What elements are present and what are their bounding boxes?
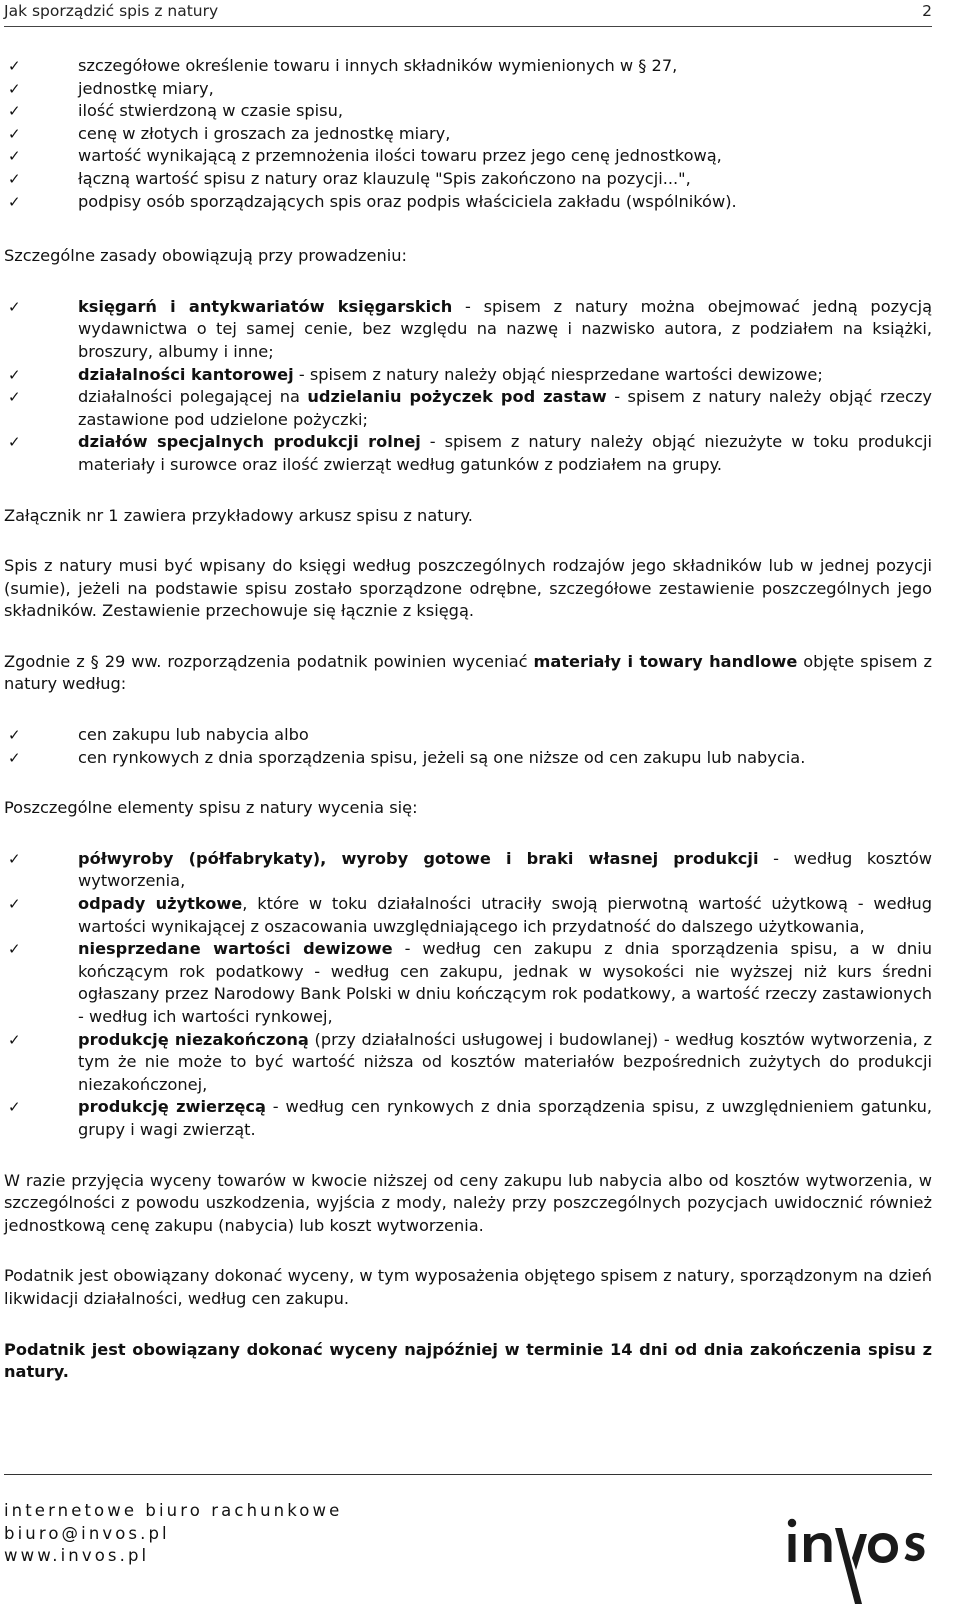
footer-contact [4,1500,342,1568]
text-run: cen rynkowych z dnia sporządzenia spisu, jeżeli są one niższe od cen zakupu lub nabycia. [78,747,806,767]
document-body [4,55,932,1384]
check-icon: ✓ [8,726,21,745]
list-item [4,78,932,101]
text-run: - spisem z natury można obejmować jedną pozycją wydawnictwa o tej samej cenie, bez względu na nazwę i nazwisko autora, z podziałem na książki, broszury, albumy i inne; [78,296,932,361]
list-item [4,747,932,770]
bold-text: księgarń i antykwariatów księgarskich [78,296,453,316]
deadline-paragraph [4,1339,932,1384]
attachment-note: Załącznik nr 1 zawiera przykładowy arkusz spisu z natury. [4,505,473,525]
list-item [4,296,932,364]
footer-divider [4,1474,932,1475]
valuation-price-list [4,724,932,769]
invos-logo [782,1508,932,1608]
footer-email-link[interactable]: biuro@invos.pl [4,1523,170,1543]
elements-valuation-list [4,848,932,1142]
header-divider [4,26,932,27]
check-icon: ✓ [8,1030,21,1049]
check-icon: ✓ [8,388,21,407]
list-item [4,123,932,146]
invos-logo-mark [782,1508,932,1608]
bold-text: działów specjalnych produkcji rolnej [78,432,421,452]
list-item [4,364,932,387]
list-item [4,145,932,168]
liquidation-paragraph: Podatnik jest obowiązany dokonać wyceny, w tym wyposażenia objętego spisem z natury, sporządzonym na dzień likwidacji działalności, według cen zakupu. [4,1266,932,1308]
check-icon: ✓ [8,192,21,211]
check-icon: ✓ [8,297,21,316]
check-icon: ✓ [8,124,21,143]
deadline-text: Podatnik jest obowiązany dokonać wyceny najpóźniej w terminie 14 dni od dnia zakończenia spisu z natury. [4,1339,932,1382]
check-icon: ✓ [8,102,21,121]
list-item [4,1096,932,1141]
check-icon: ✓ [8,895,21,914]
check-icon: ✓ [8,748,21,767]
text-run: objęte spisem z natury według: [4,651,932,694]
text-run: ilość stwierdzoną w czasie spisu, [78,101,344,121]
special-rules-list [4,296,932,477]
elements-intro: Poszczególne elementy spisu z natury wycenia się: [4,798,418,818]
text-run: - według cen zakupu z dnia sporządzenia spisu, a w dniu kończącym rok podatkowy - według cen zakupu, jednak w wysokości nie wyższej niż kurs średni ogłaszany przez Narodowy Bank Polski w dniu kończącym rok podatkowy, a wartość rzeczy zastawionych - według ich wartości rynkowej, [78,939,932,1026]
document-title: Jak sporządzić spis z natury [4,2,219,20]
list-item [4,938,932,1028]
text-run: podpisy osób sporządzających spis oraz podpis właściciela zakładu (wspólników). [78,191,737,211]
bold-text: niesprzedane wartości dewizowe [78,939,393,959]
check-icon: ✓ [8,940,21,959]
list-item [4,168,932,191]
text-run: wartość wynikającą z przemnożenia ilości towaru przez jego cenę jednostkową, [78,146,722,166]
check-icon: ✓ [8,79,21,98]
text-run: - spisem z natury należy objąć niezużyte w toku produkcji materiały i surowce oraz ilość zwierząt według gatunków z podziałem na grupy. [78,432,933,474]
ledger-entry-paragraph: Spis z natury musi być wpisany do księgi według poszczególnych rodzajów jego składników lub w jednej pozycji (sumie), jeżeli na podstawie spisu zostało sporządzone odrębne, szczegółowe zestawienie poszczególnych jego składników. Zestawienie przechowuje się łącznie z księgą. [4,556,932,621]
bold-text: materiały i towary handlowe [533,651,798,671]
check-icon: ✓ [8,147,21,166]
text-run: Zgodnie z § 29 ww. rozporządzenia podatnik powinien wyceniać [4,651,534,671]
check-icon: ✓ [8,433,21,452]
list-item [4,100,932,123]
valuation-rule-paragraph [4,651,932,696]
list-item [4,55,932,78]
text-run: - według kosztów wytworzenia, [78,848,932,891]
list-item [4,431,932,476]
check-icon: ✓ [8,1098,21,1117]
text-run: (przy działalności usługowej i budowlanej) - według kosztów wytworzenia, z tym że nie może to być wartość niższa od kosztów materiałów bezpośrednich zużytych do produkcji niezakończonej, [78,1029,932,1094]
text-run: cenę w złotych i groszach za jednostkę miary, [78,123,451,143]
check-icon: ✓ [8,365,21,384]
bold-text: produkcję niezakończoną [78,1029,309,1049]
lower-valuation-paragraph: W razie przyjęcia wyceny towarów w kwocie niższej od ceny zakupu lub nabycia albo od kosztów wytworzenia, w szczególności z powodu uszkodzenia, wyjścia z mody, należy przy poszczególnych pozycjach uwidocznić również jednostkową cenę zakupu (nabycia) lub koszt wytworzenia. [4,1170,932,1235]
required-fields-list [4,55,932,213]
list-item [4,386,932,431]
bold-text: produkcję zwierzęcą [78,1097,266,1117]
list-item [4,724,932,747]
footer-tagline: internetowe biuro rachunkowe [4,1501,343,1520]
text-run: łączną wartość spisu z natury oraz klauzulę "Spis zakończono na pozycji...", [78,168,691,188]
text-run: cen zakupu lub nabycia albo [78,725,309,745]
check-icon: ✓ [8,849,21,868]
bold-text: udzielaniu pożyczek pod zastaw [307,387,607,407]
list-item [4,848,932,893]
text-run: , które w toku działalności utraciły swoją pierwotną wartość użytkową - według wartości wynikającej z oszacowania uwzględniającego ich przydatność do dalszego użytkowania, [78,894,932,936]
footer-website-link[interactable]: www.invos.pl [4,1546,150,1565]
list-item [4,893,932,938]
bold-text: działalności kantorowej [78,364,294,384]
check-icon: ✓ [8,169,21,188]
text-run: - według cen rynkowych z dnia sporządzenia spisu, z uwzględnieniem gatunku, grupy i wagi zwierząt. [78,1097,932,1139]
page-number: 2 [922,2,932,20]
bold-text: odpady użytkowe [78,894,243,914]
text-run: szczegółowe określenie towaru i innych składników wymienionych w § 27, [78,56,678,75]
text-run: jednostkę miary, [78,78,214,98]
bold-text: półwyroby (półfabrykaty), wyroby gotowe i braki własnej produkcji [78,848,759,868]
special-rules-intro: Szczególne zasady obowiązują przy prowadzeniu: [4,246,407,266]
list-item [4,1029,932,1097]
list-item [4,191,932,214]
text-run: - spisem z natury należy objąć rzeczy zastawione pod udzielone pożyczki; [78,387,933,429]
text-run: - spisem z natury należy objąć niesprzedane wartości dewizowe; [293,364,823,384]
page-header [4,0,932,24]
text-run: działalności polegającej na [78,387,308,407]
check-icon: ✓ [8,57,21,75]
